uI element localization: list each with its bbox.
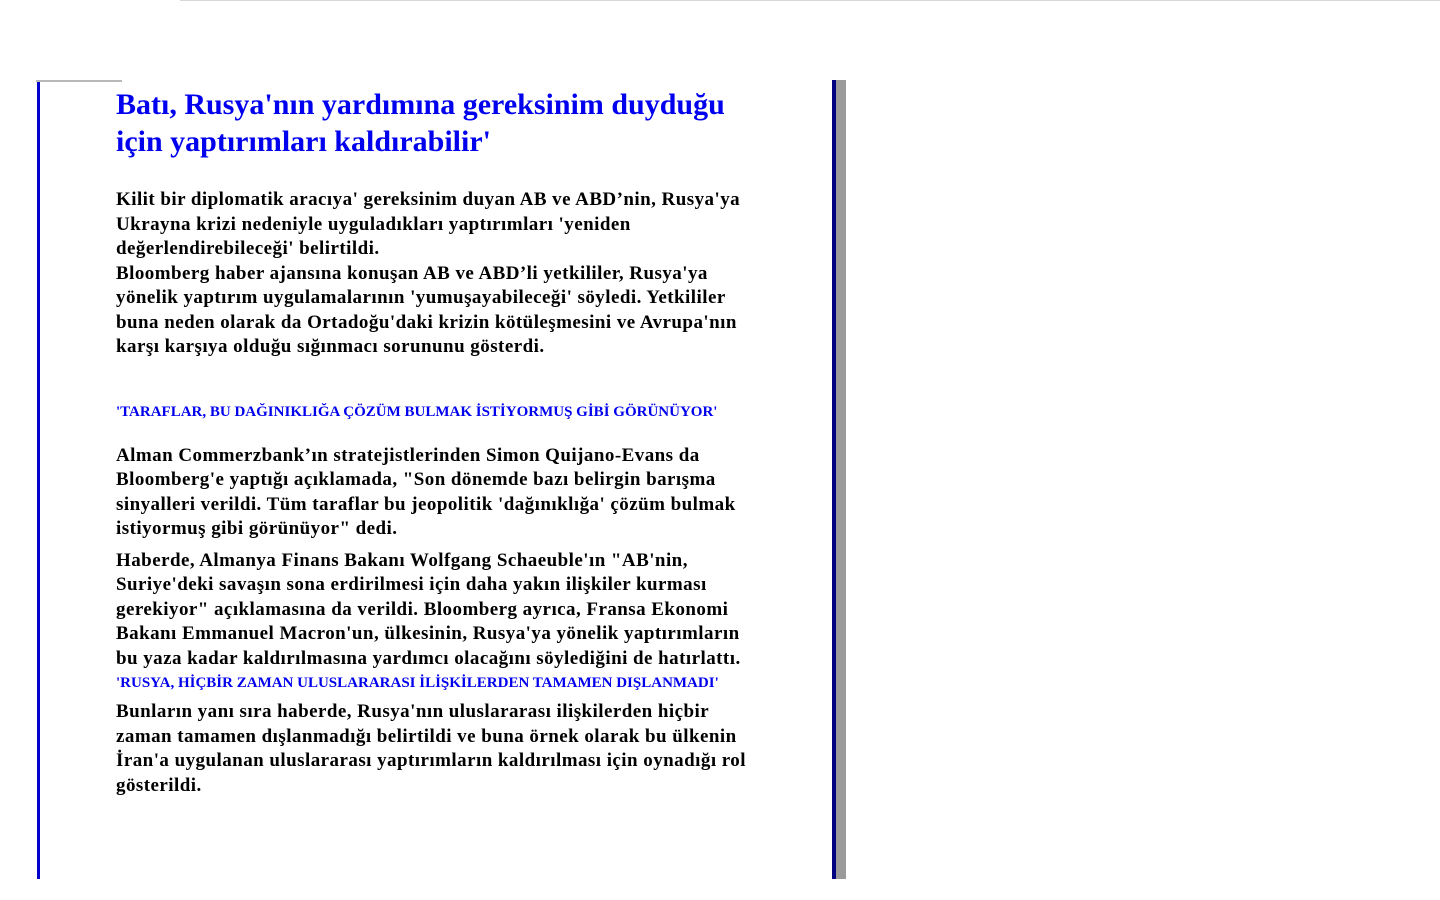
- article-body: [116, 86, 766, 798]
- article-paragraph: Bloomberg haber ajansına konuşan AB ve ABD’li yetkililer, Rusya'ya yönelik yaptırım uygulamalarının 'yumuşayabileceği' söyledi. Yetkililer buna neden olarak da Ortadoğu'daki krizin kötüleşmesini ve Avrupa'nın karşı karşıya olduğu sığınmacı sorununu gösterdi.: [116, 262, 737, 357]
- top-divider: [180, 0, 1440, 1]
- article-paragraph: Haberde, Almanya Finans Bakanı Wolfgang Schaeuble'ın "AB'nin, Suriye'deki savaşın sona erdirilmesi için daha yakın ilişkiler kurması gerekiyor" açıklamasına da verildi. Bloomberg ayrıca, Fransa Ekonomi Bakanı Emmanuel Macron'un, ülkesinin, Rusya'ya yönelik yaptırımların bu yaza kadar kaldırılmasına yardımcı olacağını söylediğini de hatırlattı.: [116, 549, 741, 669]
- article-subheading: 'RUSYA, HİÇBİR ZAMAN ULUSLARARASI İLİŞKİLERDEN TAMAMEN DIŞLANMADI': [116, 675, 719, 691]
- article-paragraph: Bunların yanı sıra haberde, Rusya'nın uluslararası ilişkilerden hiçbir zaman tamamen dışlanmadığı belirtildi ve buna örnek olarak bu ülkenin İran'a uygulanan uluslararası yaptırımların kaldırılması için oynadığı rol gösterildi.: [116, 701, 746, 796]
- article-paragraph: Kilit bir diplomatik aracıya' gereksinim duyan AB ve ABD’nin, Rusya'ya Ukrayna krizi nedeniyle uyguladıkları yaptırımları 'yeniden değerlendirebileceği' belirtildi.: [116, 189, 741, 259]
- frame-left-border: [37, 82, 40, 879]
- article-subheading: 'TARAFLAR, BU DAĞINIKLIĞA ÇÖZÜM BULMAK İSTİYORMUŞ GİBİ GÖRÜNÜYOR': [116, 403, 718, 420]
- frame-top-rule: [36, 80, 122, 82]
- article-headline: Batı, Rusya'nın yardımına gereksinim duyduğu için yaptırımları kaldırabilir': [116, 88, 725, 158]
- frame-right-shadow: [836, 80, 846, 879]
- article-paragraph: Alman Commerzbank’ın stratejistlerinden Simon Quijano-Evans da Bloomberg'e yaptığı açıklamada, "Son dönemde bazı belirgin barışma sinyalleri verildi. Tüm taraflar bu jeopolitik 'dağınıklığa' çözüm bulmak istiyormuş gibi görünüyor" dedi.: [116, 444, 736, 539]
